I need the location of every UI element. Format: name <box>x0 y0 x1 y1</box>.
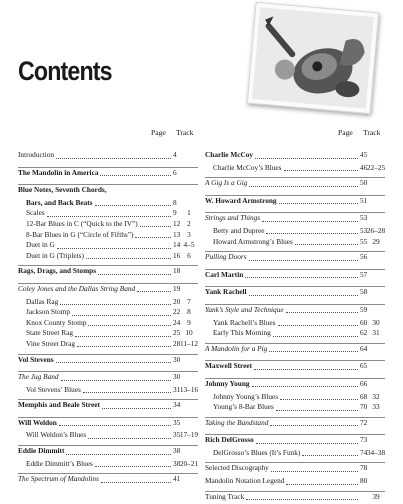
toc-entry-title: Howard Armstrong’s Blues <box>213 236 293 246</box>
toc-entry-title: The Jug Band <box>18 372 59 382</box>
toc-entry <box>18 318 198 329</box>
dot-leader <box>255 150 358 159</box>
toc-entry-title: Young’s 8-Bar Blues <box>213 402 274 412</box>
dot-leader <box>102 400 171 409</box>
toc-entry-title: Early This Morning <box>213 328 271 338</box>
toc-entry <box>18 371 198 385</box>
dot-leader <box>266 226 358 235</box>
toc-page-number: 50 <box>360 178 368 188</box>
toc-entry-title: Jackson Stomp <box>26 307 70 317</box>
dot-leader <box>262 213 358 222</box>
dot-leader <box>77 339 171 348</box>
toc-page-number: 53 <box>360 213 368 223</box>
toc-track-number: 10 <box>185 328 193 338</box>
toc-page-number: 46 <box>360 162 368 172</box>
toc-page-number: 18 <box>173 266 181 276</box>
dot-leader <box>135 230 171 239</box>
toc-entry-title: Yank Rachell <box>205 287 247 297</box>
toc-page-number: 53 <box>360 225 368 235</box>
toc-page-number: 70 <box>360 402 368 412</box>
toc-entry <box>205 304 385 318</box>
toc-entry <box>205 286 385 300</box>
toc-left-column <box>18 150 198 487</box>
toc-page-number: 22 <box>173 307 181 317</box>
toc-entry <box>18 459 198 470</box>
toc-entry <box>18 328 198 339</box>
toc-entry <box>205 318 385 329</box>
toc-track-number: 3 <box>187 229 191 239</box>
dot-leader <box>249 178 358 187</box>
toc-page-number: 51 <box>360 195 368 205</box>
toc-entry-title: DelGrosso’s Blues (It’s Funk) <box>213 447 301 457</box>
toc-entry-title: Charlie McCoy <box>205 150 254 159</box>
dot-leader <box>72 307 171 316</box>
toc-entry-title: A Mandolin for a Pig <box>205 343 268 353</box>
toc-track-number: 22–25 <box>366 162 386 172</box>
toc-entry-title: Duet in G (Triplets) <box>26 250 84 260</box>
track-column-header: Track <box>176 128 194 137</box>
toc-page-number: 78 <box>360 463 368 473</box>
toc-page-number: 62 <box>360 328 368 338</box>
toc-entry-title: Mandolin Notation Legend <box>205 476 285 486</box>
toc-page-number: 4 <box>173 150 177 159</box>
dot-leader <box>59 418 171 427</box>
toc-entry <box>18 208 198 219</box>
toc-entry-title: Bars, and Back Beats <box>26 197 93 207</box>
toc-entry <box>18 307 198 318</box>
toc-entry-title: Rich DelGrosso <box>205 435 254 445</box>
toc-entry-title: 8-Bar Blues in G (“Circle of Fifths”) <box>26 229 134 239</box>
toc-page-number: 64 <box>360 343 368 353</box>
toc-page-number: 68 <box>360 391 368 401</box>
toc-page-number: 65 <box>360 361 368 371</box>
dot-leader <box>61 372 171 381</box>
toc-entry <box>18 445 198 459</box>
dot-leader <box>254 361 358 370</box>
toc-track-number: 7 <box>187 296 191 306</box>
toc-page-number: 30 <box>173 372 181 382</box>
dot-leader <box>86 251 171 260</box>
toc-page-number: 28 <box>173 338 181 348</box>
toc-page-number: 20 <box>173 296 181 306</box>
dot-leader <box>56 355 171 364</box>
dot-leader <box>279 196 358 205</box>
toc-entry <box>205 163 385 174</box>
toc-entry <box>205 434 385 448</box>
toc-entry-title: Blue Notes, Seventh Chords, <box>18 185 107 195</box>
dot-leader <box>249 287 358 296</box>
dot-leader <box>286 305 358 314</box>
toc-entry-title: Selected Discography <box>205 463 269 473</box>
toc-entry-title: Knox County Stomp <box>26 317 87 327</box>
toc-entry-title: Tuning Track <box>205 491 245 501</box>
dot-leader <box>269 344 358 353</box>
dot-leader <box>249 252 358 261</box>
toc-entry-title: Eddie Dimmitt <box>18 446 65 456</box>
toc-track-number: 29 <box>372 236 380 246</box>
toc-entry-title: 12-Bar Blues in C (“Quick to the IV”) <box>26 218 138 228</box>
toc-entry-title: Johnny Young <box>205 378 250 388</box>
toc-entry-title: Vine Street Drag <box>26 338 76 348</box>
toc-track-number: 9 <box>187 317 191 327</box>
toc-entry <box>205 177 385 191</box>
dot-leader <box>284 163 358 172</box>
toc-entry <box>205 269 385 283</box>
dot-leader <box>278 318 359 327</box>
dot-leader <box>270 418 358 427</box>
toc-page-number: 14 <box>173 240 181 250</box>
toc-page-number: 9 <box>173 208 177 218</box>
toc-entry-title: Eddie Dimmitt’s Blues <box>26 458 93 468</box>
dot-leader <box>66 446 171 455</box>
dot-leader <box>140 219 171 228</box>
toc-entry <box>18 265 198 279</box>
toc-entry-title: Vol Stevens’ Blues <box>26 384 81 394</box>
toc-entry <box>18 354 198 368</box>
toc-entry-title: Johnny Young’s Blues <box>213 391 279 401</box>
toc-track-number: 1 <box>187 208 191 218</box>
toc-entry-title: Rags, Drags, and Stomps <box>18 266 97 276</box>
toc-entry <box>205 462 385 476</box>
toc-track-number: 33 <box>372 402 380 412</box>
toc-entry <box>205 378 385 392</box>
toc-entry <box>18 150 198 163</box>
toc-right-column <box>205 150 385 504</box>
toc-page-number: 74 <box>360 447 368 457</box>
toc-entry <box>18 167 198 181</box>
toc-track-number: 6 <box>187 250 191 260</box>
toc-page-number: 66 <box>360 378 368 388</box>
toc-page-number: 24 <box>173 317 181 327</box>
dot-leader <box>88 318 171 327</box>
toc-entry <box>205 360 385 374</box>
toc-track-number: 26–28 <box>366 225 386 235</box>
toc-entry-title: Strings and Things <box>205 213 261 223</box>
toc-entry <box>205 491 385 504</box>
dot-leader <box>295 237 358 246</box>
toc-entry <box>205 226 385 237</box>
toc-page-number: 16 <box>173 250 181 260</box>
toc-entry <box>205 392 385 403</box>
dot-leader <box>83 385 171 394</box>
dot-leader <box>56 150 171 159</box>
toc-entry-title: Yank Rachell’s Blues <box>213 317 276 327</box>
toc-entry <box>205 402 385 413</box>
toc-entry-title: Yank’s Style and Technique <box>205 304 284 314</box>
toc-page-number: 25 <box>173 328 181 338</box>
dot-leader <box>98 266 171 275</box>
toc-page-number: 38 <box>173 446 181 456</box>
toc-entry-title: Coley Jones and the Dallas String Band <box>18 283 136 293</box>
toc-entry-title: Betty and Dupree <box>213 225 265 235</box>
toc-entry <box>18 240 198 251</box>
toc-entry <box>18 251 198 262</box>
dot-leader <box>271 463 358 472</box>
page-title: Contents <box>18 56 112 86</box>
toc-page-number: 73 <box>360 435 368 445</box>
toc-entry <box>18 399 198 413</box>
toc-page-number: 56 <box>360 252 368 262</box>
toc-page-number: 8 <box>173 197 177 207</box>
toc-entry <box>18 385 198 396</box>
toc-page-number: 55 <box>360 236 368 246</box>
toc-page-number: 72 <box>360 417 368 427</box>
dot-leader <box>286 476 358 485</box>
toc-page-number: 38 <box>173 458 181 468</box>
toc-entry-title: Dallas Rag <box>26 296 59 306</box>
mandolin-icon <box>248 3 378 113</box>
toc-track-number: 17–19 <box>179 430 199 440</box>
toc-entry-title: Pulling Doors <box>205 252 247 262</box>
toc-entry-title: Introduction <box>18 150 55 159</box>
track-column-header-right: Track <box>363 128 381 137</box>
dot-leader <box>245 270 358 279</box>
dot-leader <box>276 402 358 411</box>
toc-page-number: 35 <box>173 430 181 440</box>
toc-track-number: 8 <box>187 307 191 317</box>
toc-entry <box>18 230 198 241</box>
mandolin-photo <box>247 2 379 114</box>
toc-page-number: 30 <box>173 354 181 364</box>
toc-entry <box>205 195 385 209</box>
toc-entry <box>205 343 385 357</box>
toc-entry-title: Vol Stevens <box>18 354 54 364</box>
toc-entry-title: State Street Rag <box>26 328 74 338</box>
dot-leader <box>75 328 171 337</box>
dot-leader <box>101 474 171 483</box>
toc-entry-title: Carl Martin <box>205 269 244 279</box>
toc-entry-title: Scales <box>26 208 45 218</box>
toc-page-number: 45 <box>360 150 368 159</box>
toc-entry <box>205 417 385 431</box>
dot-leader <box>47 208 171 217</box>
toc-entry-title: Will Weldon’s Blues <box>26 430 87 440</box>
dot-leader <box>60 297 171 306</box>
toc-entry <box>205 328 385 339</box>
dot-leader <box>88 430 171 439</box>
dot-leader <box>252 379 358 388</box>
page-column-header: Page <box>151 128 166 137</box>
toc-page-number: 57 <box>360 269 368 279</box>
dot-leader <box>95 459 171 468</box>
toc-track-number: 13–16 <box>179 384 199 394</box>
toc-entry-title: Will Weldon <box>18 417 57 427</box>
toc-entry <box>18 473 198 487</box>
dot-leader <box>137 284 171 293</box>
toc-entry-title: Duet in G <box>26 240 55 250</box>
toc-entry <box>205 237 385 248</box>
toc-entry-title: Taking the Bandstand <box>205 417 269 427</box>
toc-page-number: 19 <box>173 283 181 293</box>
toc-entry <box>205 150 385 163</box>
toc-track-number: 30 <box>372 317 380 327</box>
toc-page-number: 60 <box>360 317 368 327</box>
toc-track-number: 2 <box>187 218 191 228</box>
toc-entry-title: The Spectrum of Mandolins <box>18 474 99 484</box>
toc-entry <box>205 251 385 265</box>
dot-leader <box>57 240 171 249</box>
toc-track-number: 20–21 <box>179 458 199 468</box>
toc-entry <box>18 339 198 350</box>
toc-track-number: 31 <box>372 328 380 338</box>
toc-page-number: 6 <box>173 167 177 177</box>
toc-page-number: 34 <box>173 400 181 410</box>
dot-leader <box>280 392 358 401</box>
toc-entry-title: Charlie McCoy’s Blues <box>213 162 282 172</box>
toc-entry <box>18 417 198 431</box>
toc-track-number: 11–12 <box>180 338 198 348</box>
dot-leader <box>273 328 358 337</box>
toc-page-number: 31 <box>173 384 181 394</box>
dot-leader <box>95 198 172 207</box>
toc-page-number: 58 <box>360 287 368 297</box>
toc-entry-title: W. Howard Armstrong <box>205 195 277 205</box>
toc-entry-title: Memphis and Beale Street <box>18 400 100 410</box>
toc-entry <box>18 219 198 230</box>
page-column-header-right: Page <box>338 128 353 137</box>
dot-leader <box>302 448 358 457</box>
toc-entry <box>18 184 198 198</box>
toc-entry-title: The Mandolin in America <box>18 167 99 177</box>
toc-page-number: 13 <box>173 229 181 239</box>
toc-entry <box>205 212 385 226</box>
dot-leader <box>256 435 358 444</box>
toc-track-number: 34–38 <box>366 447 386 457</box>
dot-leader <box>246 492 358 501</box>
toc-entry-title: A Gig Is a Gig <box>205 178 248 188</box>
dot-leader <box>100 168 171 177</box>
toc-page-number: 80 <box>360 476 368 486</box>
toc-entry <box>205 476 385 487</box>
toc-page-number: 59 <box>360 304 368 314</box>
toc-track-number: 32 <box>372 391 380 401</box>
toc-track-number: 39 <box>372 491 380 501</box>
toc-entry <box>205 448 385 459</box>
toc-track-number: 4–5 <box>183 240 195 250</box>
toc-entry <box>18 297 198 308</box>
toc-entry <box>18 198 198 209</box>
toc-entry-title: Maxwell Street <box>205 361 253 371</box>
toc-entry <box>18 430 198 441</box>
toc-page-number: 41 <box>173 474 181 484</box>
toc-entry <box>18 283 198 297</box>
toc-page-number: 35 <box>173 417 181 427</box>
toc-page-number: 12 <box>173 218 181 228</box>
